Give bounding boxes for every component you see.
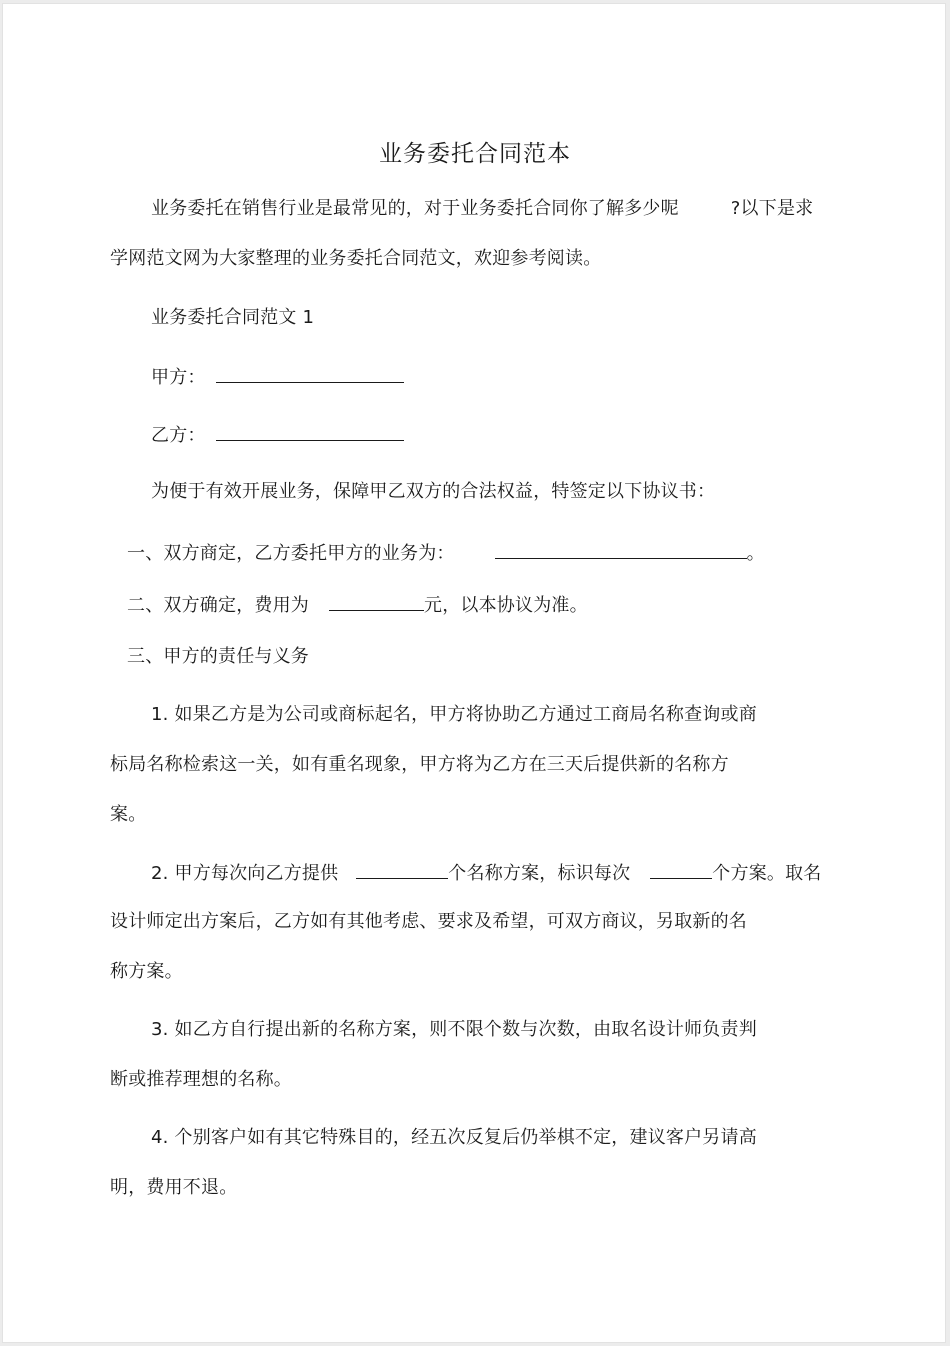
- item-2-line-1-b: 个名称方案，标识每次: [448, 863, 631, 884]
- item-4-line-1: 4. 个别客户如有其它特殊目的，经五次反复后仍举棋不定，建议客户另请高: [151, 1127, 757, 1148]
- preamble: 为便于有效开展业务，保障甲乙双方的合法权益，特签定以下协议书：: [151, 481, 716, 502]
- item-1-line-2: 标局名称检索这一关，如有重名现象，甲方将为乙方在三天后提供新的名称方: [110, 754, 729, 775]
- clause-2-text: 二、双方确定，费用为: [127, 595, 309, 616]
- item-2-line-1-c: 个方案。取名: [712, 863, 822, 884]
- clause-1-text: 一、双方商定，乙方委托甲方的业务为：: [127, 543, 455, 564]
- clause-2-blank[interactable]: [329, 592, 424, 611]
- document-title: 业务委托合同范本: [379, 141, 571, 167]
- clause-2: [127, 592, 588, 618]
- section-heading: 业务委托合同范文 1: [151, 307, 315, 328]
- intro-line-1: [151, 197, 813, 221]
- item-1-line-3: 案。: [110, 804, 147, 825]
- item-3-line-1: 3. 如乙方自行提出新的名称方案，则不限个数与次数，由取名设计师负责判: [151, 1019, 757, 1040]
- item-1-line-1: 1. 如果乙方是为公司或商标起名，甲方将协助乙方通过工商局名称查询或商: [151, 704, 757, 725]
- party-b-row: [151, 422, 404, 448]
- clause-3-heading: 三、甲方的责任与义务: [127, 646, 309, 667]
- intro-line-1-text: 业务委托在销售行业是最常见的，对于业务委托合同你了解多少呢: [151, 198, 679, 219]
- item-2-line-1-a: 2. 甲方每次向乙方提供: [151, 863, 339, 884]
- item-2-count-blank[interactable]: [356, 860, 448, 879]
- clause-1-blank[interactable]: [495, 540, 747, 559]
- intro-line-2: 学网范文网为大家整理的业务委托合同范文，欢迎参考阅读。: [110, 248, 602, 269]
- clause-2-end: 元，以本协议为准。: [424, 595, 588, 616]
- party-b-blank[interactable]: [216, 422, 404, 441]
- item-2-per-blank[interactable]: [650, 860, 712, 879]
- party-a-blank[interactable]: [216, 364, 404, 383]
- document-page: [2, 3, 946, 1343]
- clause-1: [127, 540, 765, 566]
- clause-1-end: 。: [746, 543, 765, 564]
- party-a-label: 甲方：: [151, 367, 206, 388]
- intro-line-1-end: ?以下是求: [730, 198, 814, 219]
- item-2-line-1: [151, 860, 822, 886]
- party-b-label: 乙方：: [151, 425, 206, 446]
- item-2-line-3: 称方案。: [110, 961, 183, 982]
- item-2-line-2: 设计师定出方案后，乙方如有其他考虑、要求及希望，可双方商议，另取新的名: [110, 911, 747, 932]
- party-a-row: [151, 364, 404, 390]
- item-3-line-2: 断或推荐理想的名称。: [110, 1069, 292, 1090]
- item-4-line-2: 明，费用不退。: [110, 1177, 238, 1198]
